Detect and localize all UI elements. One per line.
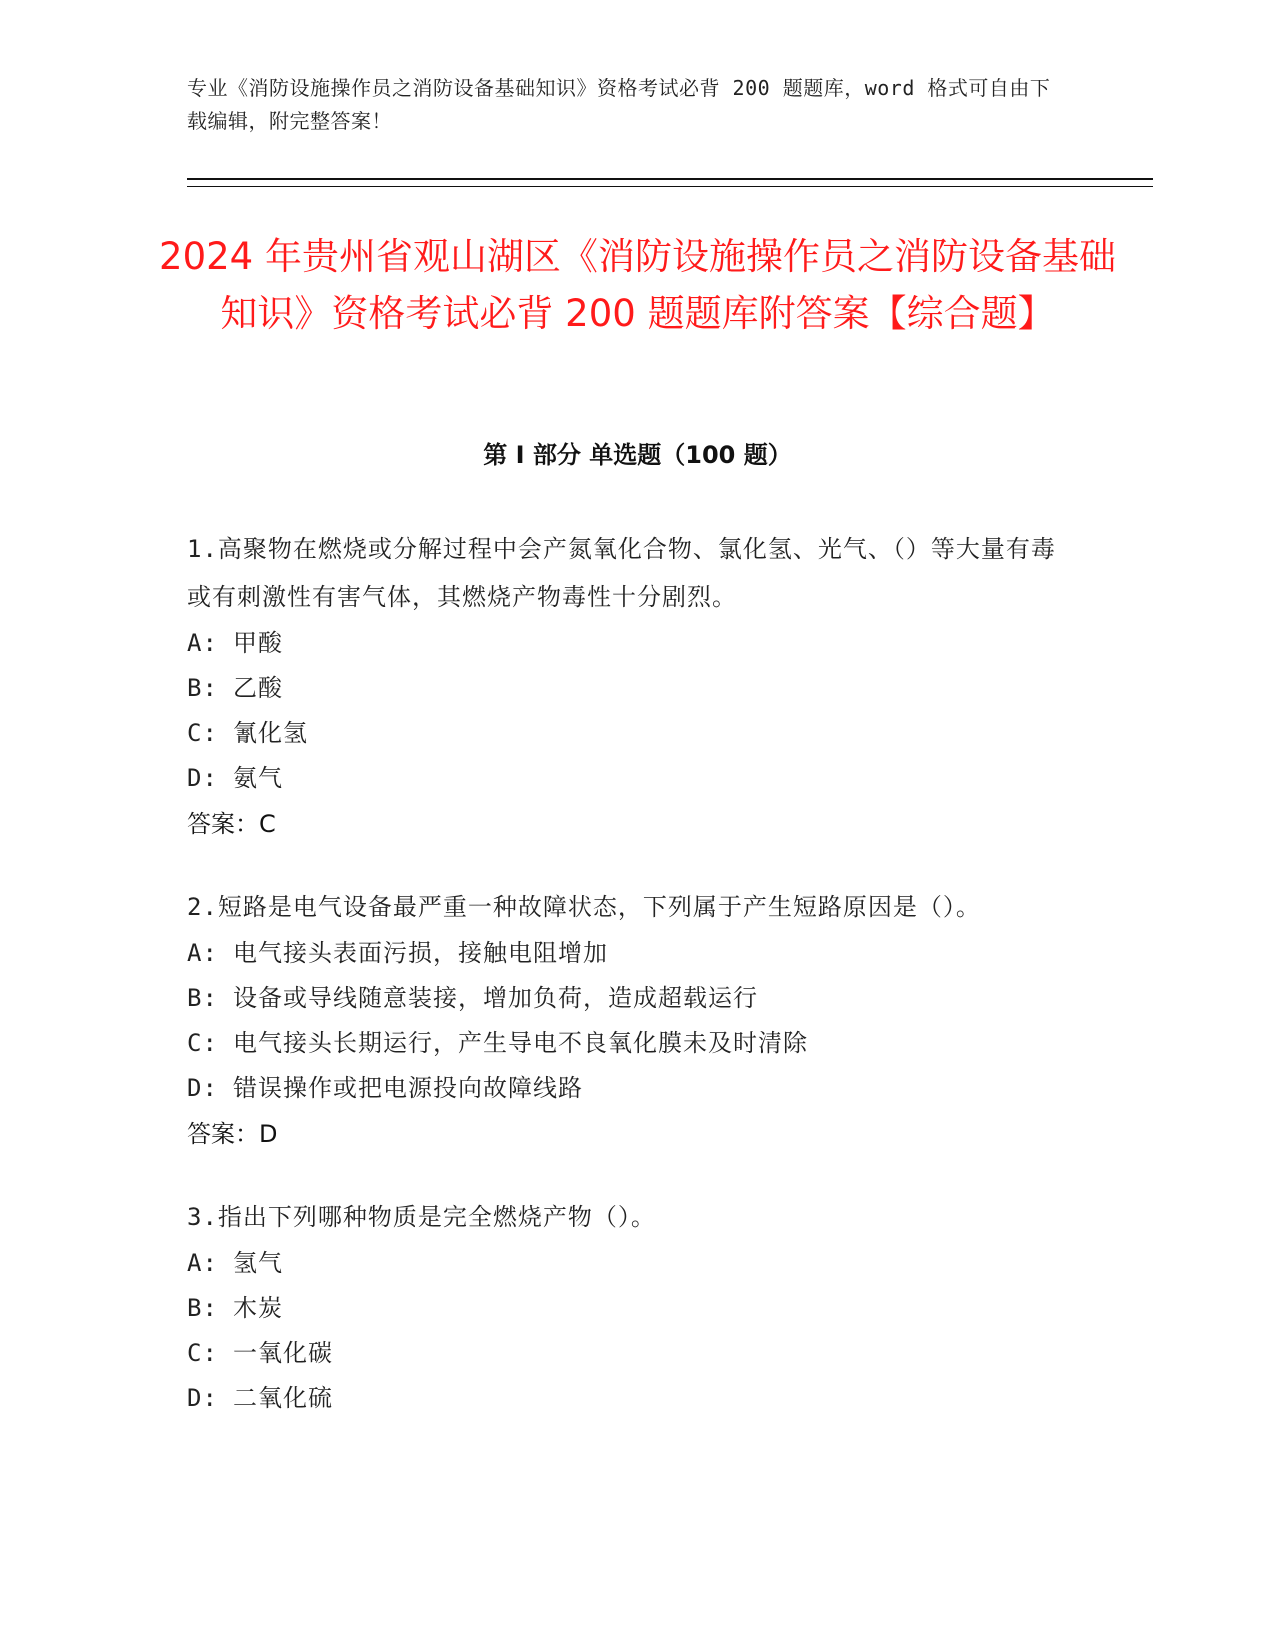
question-3 (187, 1193, 1067, 1421)
question-2 (187, 883, 1067, 1157)
option-key: D: (187, 1074, 218, 1102)
option-d (187, 1376, 1067, 1421)
option-key: C: (187, 1029, 218, 1057)
option-key: C: (187, 719, 218, 747)
option-d (187, 756, 1067, 801)
option-key: A: (187, 939, 218, 967)
option-key: A: (187, 629, 218, 657)
header-divider-thick (187, 178, 1153, 180)
option-text: 电气接头长期运行，产生导电不良氧化膜未及时清除 (233, 1029, 808, 1057)
answer-line: 答案：C (187, 810, 276, 838)
option-b (187, 976, 1067, 1021)
option-text: 氢气 (233, 1249, 283, 1277)
header-note: 专业《消防设施操作员之消防设备基础知识》资格考试必背 200 题题库，word 格式可自由下载编辑，附完整答案！ (187, 76, 1051, 133)
option-c (187, 1021, 1067, 1066)
section-title: 第 I 部分 单选题（100 题） (483, 441, 792, 469)
question-list (187, 525, 1067, 1457)
option-text: 甲酸 (233, 629, 283, 657)
option-text: 乙酸 (233, 674, 283, 702)
option-c (187, 1331, 1067, 1376)
option-a (187, 1241, 1067, 1286)
option-key: D: (187, 764, 218, 792)
option-text: 氰化氢 (233, 719, 308, 747)
option-b (187, 666, 1067, 711)
option-c (187, 711, 1067, 756)
option-text: 错误操作或把电源投向故障线路 (233, 1074, 583, 1102)
question-stem: 2.短路是电气设备最严重一种故障状态，下列属于产生短路原因是（）。 (187, 893, 981, 921)
option-key: A: (187, 1249, 218, 1277)
document-title: 2024 年贵州省观山湖区《消防设施操作员之消防设备基础知识》资格考试必背 200 题题库附答案【综合题】 (159, 235, 1116, 335)
option-key: B: (187, 674, 218, 702)
option-a (187, 931, 1067, 976)
option-key: D: (187, 1384, 218, 1412)
option-d (187, 1066, 1067, 1111)
header-divider-thin (187, 186, 1153, 187)
option-b (187, 1286, 1067, 1331)
answer-line: 答案：D (187, 1120, 278, 1148)
option-text: 木炭 (233, 1294, 283, 1322)
option-text: 氨气 (233, 764, 283, 792)
option-a (187, 621, 1067, 666)
option-key: B: (187, 984, 218, 1012)
question-1 (187, 525, 1067, 847)
option-key: B: (187, 1294, 218, 1322)
option-key: C: (187, 1339, 218, 1367)
option-text: 二氧化硫 (233, 1384, 333, 1412)
question-stem: 1.高聚物在燃烧或分解过程中会产氮氧化合物、氯化氢、光气、（）等大量有毒或有刺激性有害气体，其燃烧产物毒性十分剧烈。 (187, 535, 1056, 611)
option-text: 一氧化碳 (233, 1339, 333, 1367)
option-text: 设备或导线随意装接，增加负荷，造成超载运行 (233, 984, 758, 1012)
option-text: 电气接头表面污损，接触电阻增加 (233, 939, 608, 967)
question-stem: 3.指出下列哪种物质是完全燃烧产物（）。 (187, 1203, 656, 1231)
